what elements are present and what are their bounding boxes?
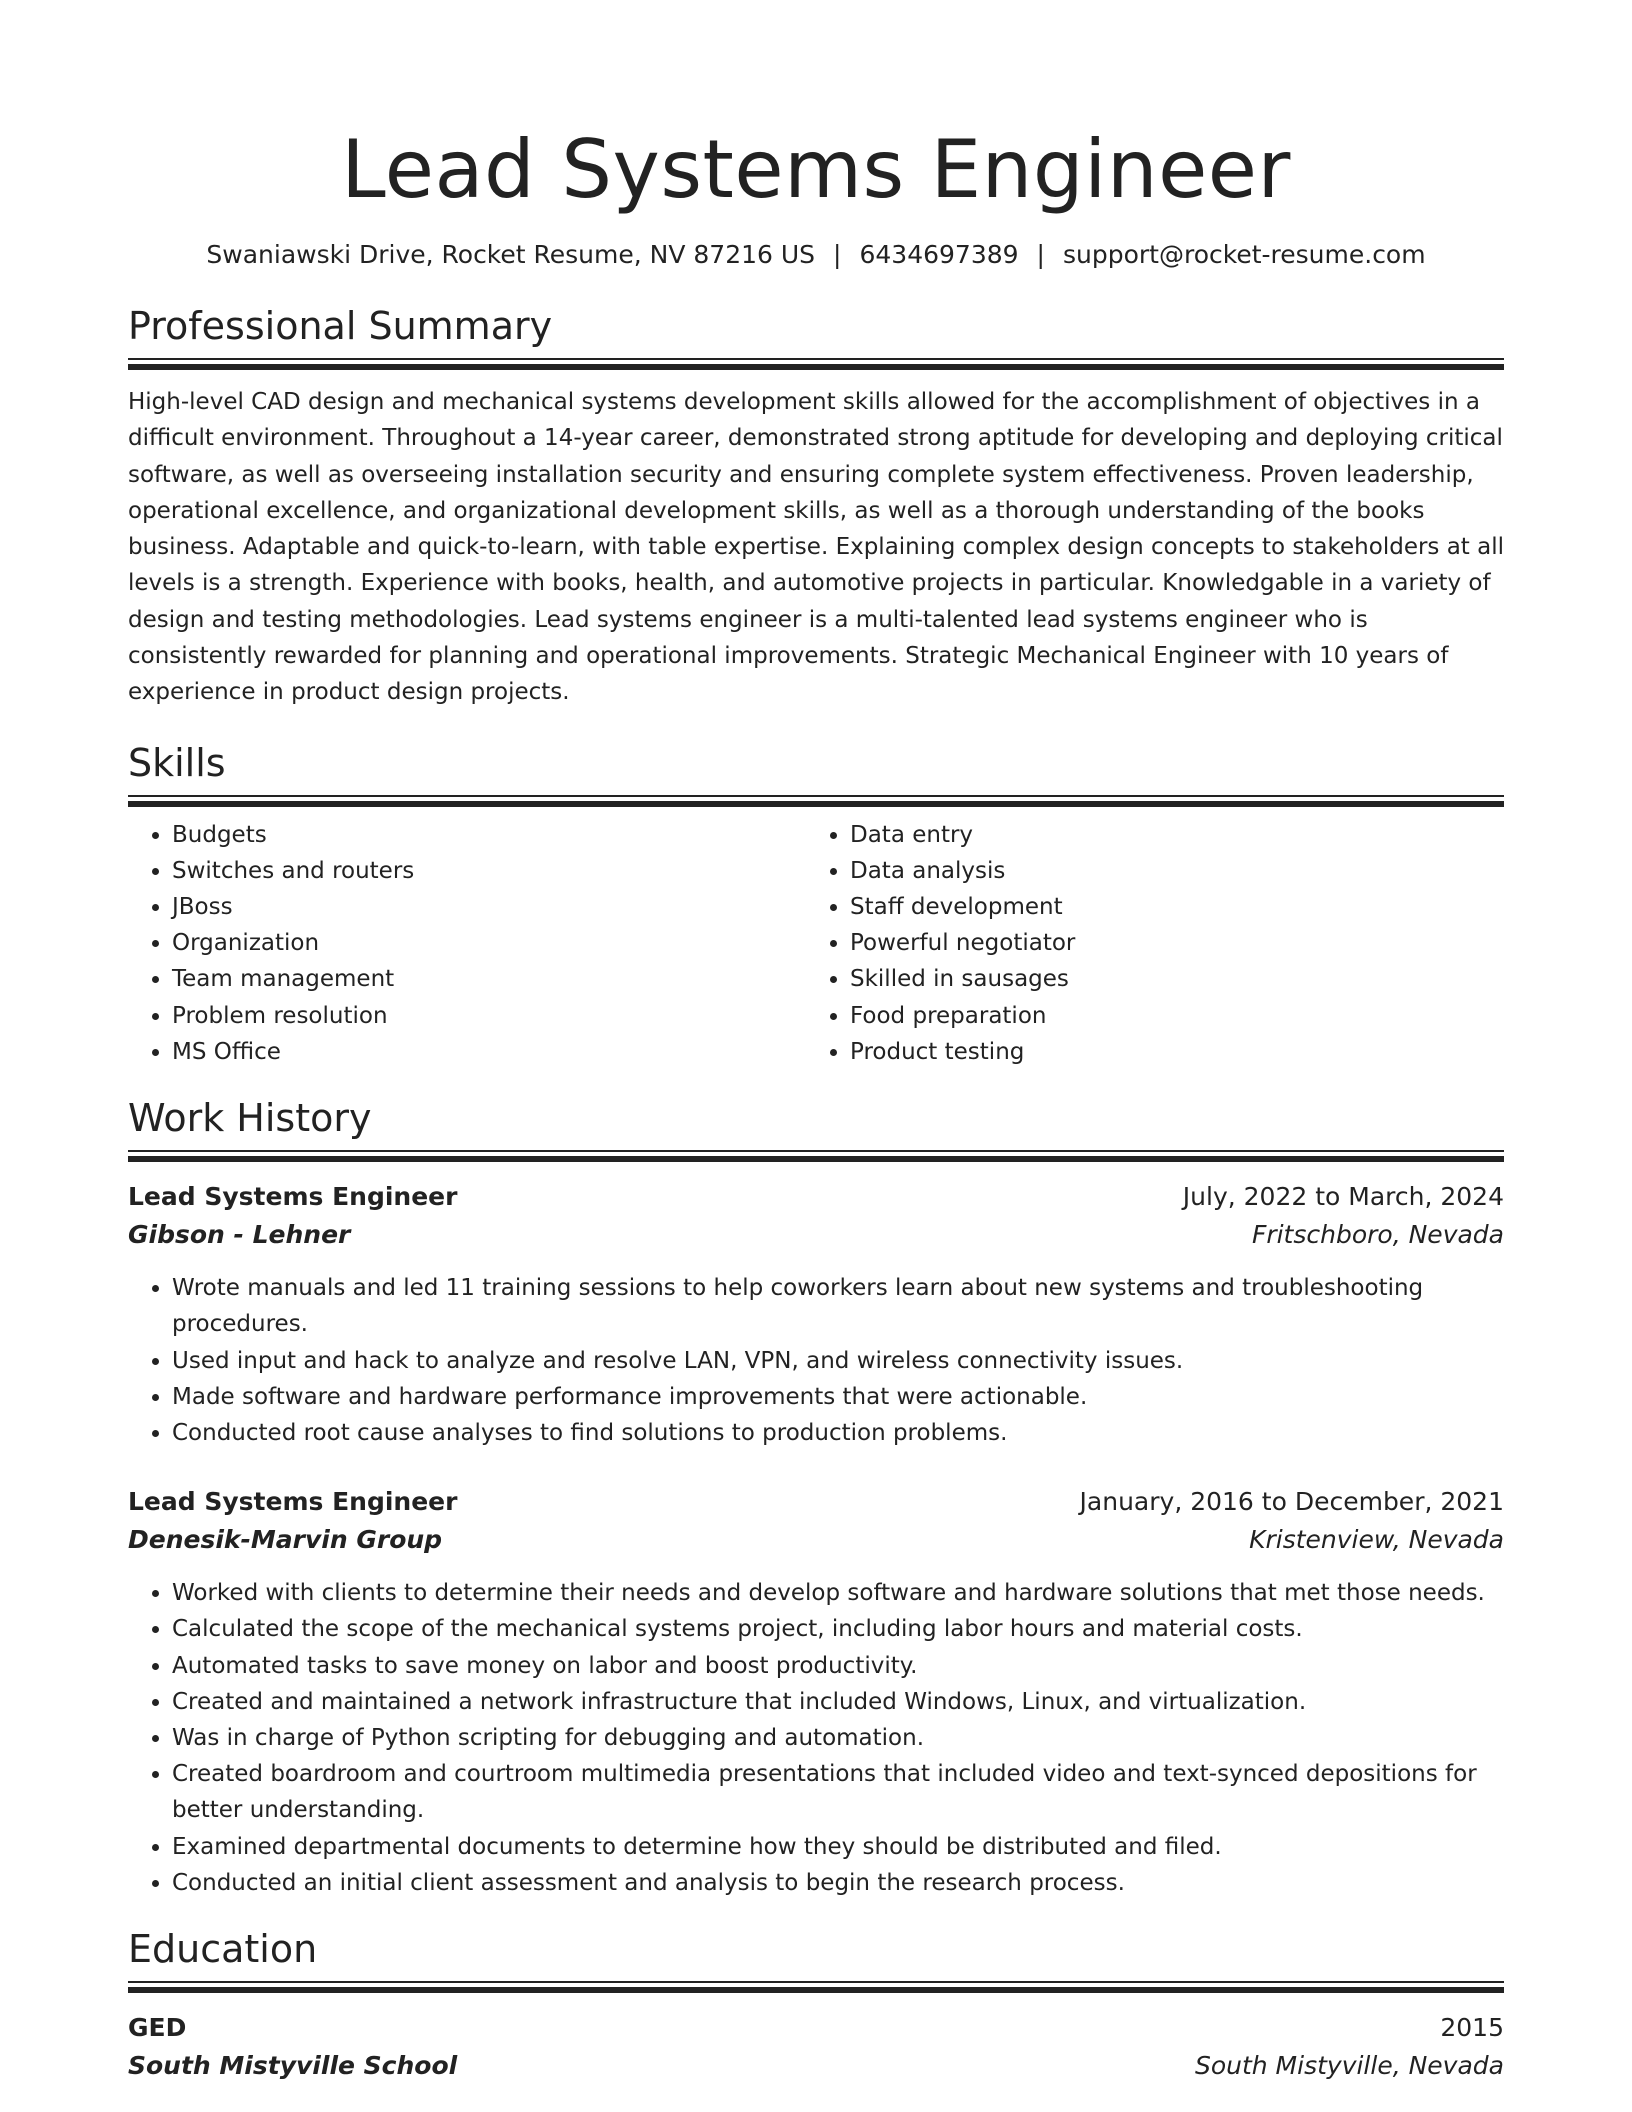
contact-separator: | xyxy=(833,240,842,269)
skills-column-left xyxy=(128,817,806,1070)
skill-item: • MS Office xyxy=(172,1034,806,1070)
education-year: 2015 xyxy=(1440,2012,1504,2042)
job-bullet: • Was in charge of Python scripting for debugging and automation. xyxy=(172,1720,1504,1756)
job-title: Lead Systems Engineer xyxy=(128,1487,458,1517)
education-section xyxy=(128,1925,1504,2085)
job-dates: July, 2022 to March, 2024 xyxy=(1182,1182,1504,1212)
contact-line xyxy=(128,238,1504,272)
skill-item: • Data analysis xyxy=(850,853,1484,889)
job-bullet: • Conducted an initial client assessment and analysis to begin the research process. xyxy=(172,1865,1504,1901)
education-entry xyxy=(128,2009,1504,2085)
job-bullets xyxy=(128,1270,1504,1451)
section-divider xyxy=(128,1150,1504,1162)
skill-item: • Staff development xyxy=(850,889,1484,925)
job-bullet: • Created boardroom and courtroom multimedia presentations that included video and text-synced depositions for better understanding. xyxy=(172,1756,1504,1828)
skill-item: • Team management xyxy=(172,961,806,997)
section-divider xyxy=(128,795,1504,807)
contact-email: support@rocket-resume.com xyxy=(1062,240,1426,269)
summary-section xyxy=(128,302,1504,711)
job-company: Denesik-Marvin Group xyxy=(128,1525,443,1555)
summary-text: High-level CAD design and mechanical systems development skills allowed for the accomplishment of objectives in a difficult environment. Throughout a 14-year career, demonstrated strong aptitude for developing and deploying critical software, as well as overseeing installation security and ensuring complete system effectiveness. Proven leadership, operational excellence, and organizational development skills, as well as a thorough understanding of the books business. Adaptable and quick-to-learn, with table expertise. Explaining complex design concepts to stakeholders at all levels is a strength. Experience with books, health, and automotive projects in particular. Knowledgable in a variety of design and testing methodologies. Lead systems engineer is a multi-talented lead systems engineer who is consistently rewarded for planning and operational improvements. Strategic Mechanical Engineer with 10 years of experience in product design projects. xyxy=(128,389,1505,706)
section-divider xyxy=(128,358,1504,370)
skills-column-right xyxy=(806,817,1484,1070)
education-title: Education xyxy=(128,1926,318,1971)
work-section xyxy=(128,1094,1504,1901)
skill-item: • Food preparation xyxy=(850,998,1484,1034)
skill-item: • Data entry xyxy=(850,817,1484,853)
job-dates: January, 2016 to December, 2021 xyxy=(1079,1487,1504,1517)
job-bullet: • Used input and hack to analyze and resolve LAN, VPN, and wireless connectivity issues. xyxy=(172,1343,1504,1379)
job-location: Kristenview, Nevada xyxy=(1249,1525,1504,1555)
contact-phone: 6434697389 xyxy=(859,240,1019,269)
job-bullet: • Wrote manuals and led 11 training sessions to help coworkers learn about new systems and troubleshooting procedures. xyxy=(172,1270,1504,1342)
section-divider xyxy=(128,1981,1504,1993)
education-location: South Mistyville, Nevada xyxy=(1194,2050,1504,2080)
summary-title: Professional Summary xyxy=(128,304,553,348)
education-degree: GED xyxy=(128,2012,187,2042)
skill-item: • Organization xyxy=(172,925,806,961)
job-entry xyxy=(128,1483,1504,1901)
contact-address: Swaniawski Drive, Rocket Resume, NV 87216 US xyxy=(206,240,816,269)
job-location: Fritschboro, Nevada xyxy=(1251,1220,1504,1250)
job-title: Lead Systems Engineer xyxy=(128,1182,458,1212)
skill-item: • JBoss xyxy=(172,889,806,925)
work-title: Work History xyxy=(128,1096,372,1141)
skill-item: • Budgets xyxy=(172,817,806,853)
job-bullet: • Made software and hardware performance improvements that were actionable. xyxy=(172,1379,1504,1415)
resume-page xyxy=(128,0,1504,2085)
skills-section xyxy=(128,739,1504,1070)
skill-item: • Problem resolution xyxy=(172,998,806,1034)
skill-item: • Powerful negotiator xyxy=(850,925,1484,961)
skills-list xyxy=(128,817,1504,1070)
job-bullet: • Conducted root cause analyses to find solutions to production problems. xyxy=(172,1415,1504,1451)
job-bullet: • Created and maintained a network infrastructure that included Windows, Linux, and virtualization. xyxy=(172,1684,1504,1720)
job-company: Gibson - Lehner xyxy=(128,1220,351,1250)
contact-separator: | xyxy=(1036,240,1045,269)
resume-name: Lead Systems Engineer xyxy=(341,123,1291,216)
skill-item: • Product testing xyxy=(850,1034,1484,1070)
job-bullet: • Worked with clients to determine their needs and develop software and hardware solutions that met those needs. xyxy=(172,1575,1504,1611)
job-bullet: • Calculated the scope of the mechanical systems project, including labor hours and material costs. xyxy=(172,1611,1504,1647)
job-bullet: • Automated tasks to save money on labor and boost productivity. xyxy=(172,1648,1504,1684)
skills-title: Skills xyxy=(128,740,226,785)
education-school: South Mistyville School xyxy=(128,2050,458,2080)
job-bullets xyxy=(128,1575,1504,1901)
job-entry xyxy=(128,1178,1504,1451)
skill-item: • Switches and routers xyxy=(172,853,806,889)
skill-item: • Skilled in sausages xyxy=(850,961,1484,997)
job-bullet: • Examined departmental documents to determine how they should be distributed and filed. xyxy=(172,1829,1504,1865)
